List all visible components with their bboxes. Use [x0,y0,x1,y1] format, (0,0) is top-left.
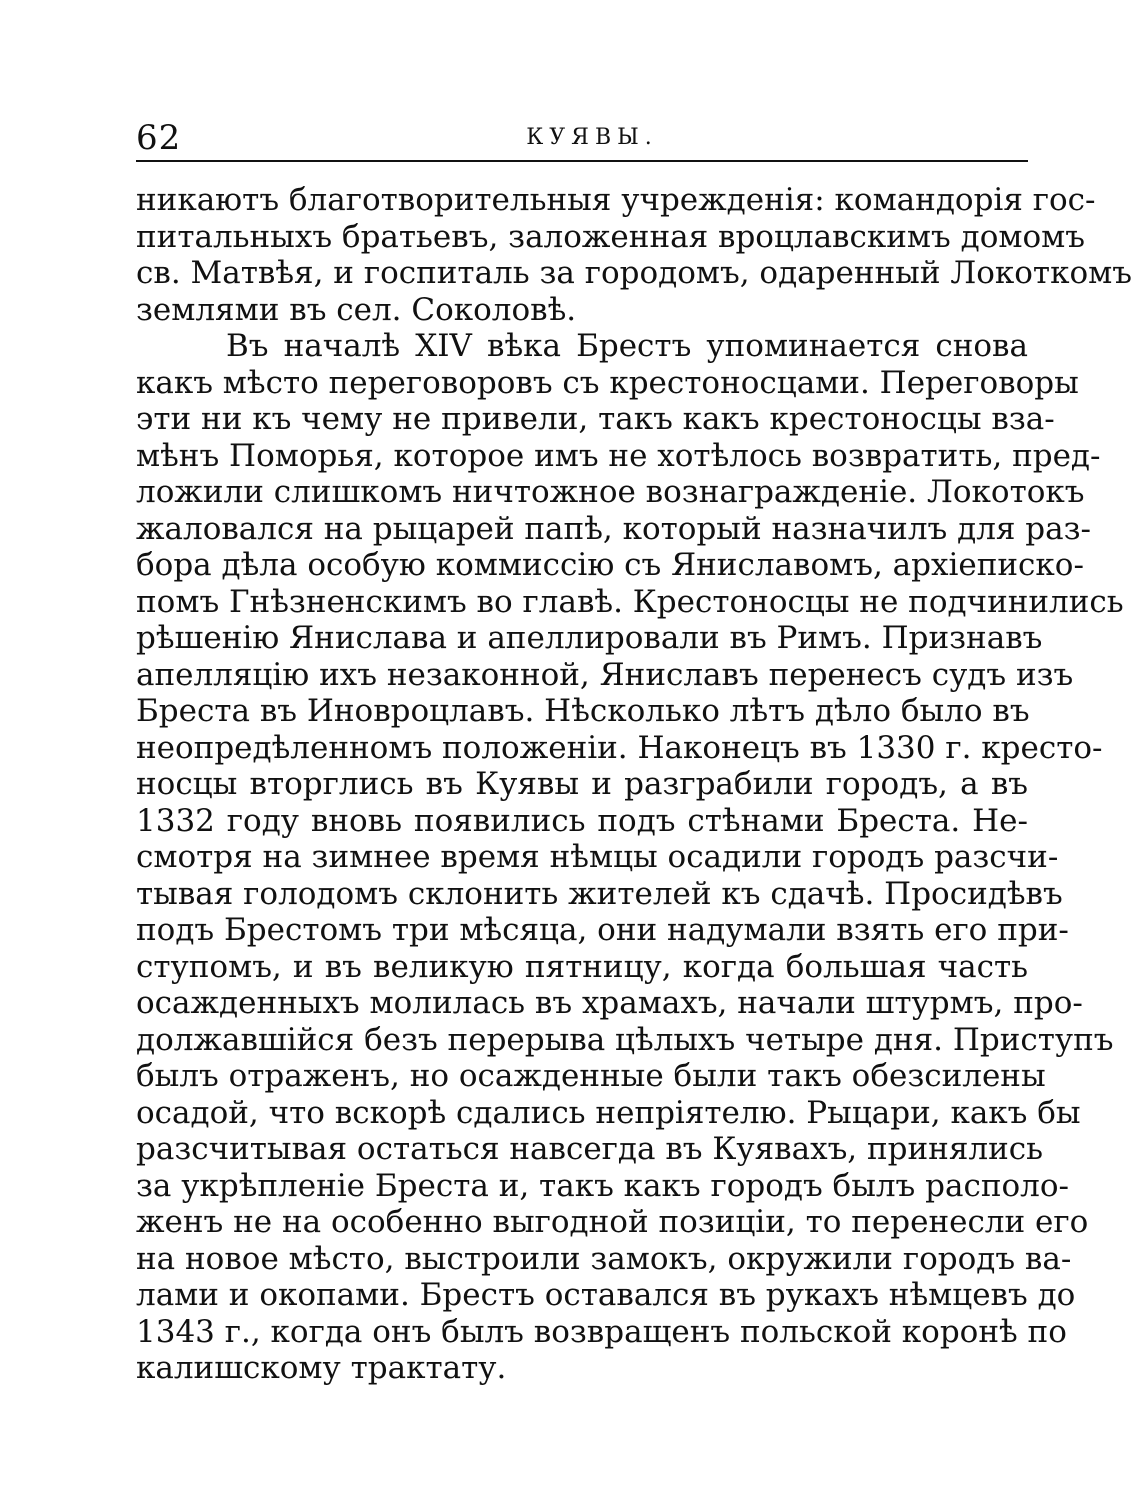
text-line: какъ мѣсто переговоровъ съ крестоносцами. Переговоры [136,364,1079,401]
text-line: Бреста въ Иновроцлавъ. Нѣсколько лѣтъ дѣло было въ [136,693,1030,729]
text-line: 1343 г., когда онъ былъ возвращенъ польской коронѣ по [136,1313,1067,1350]
text-line: апелляцію ихъ незаконной, Яниславъ перенесъ судъ изъ [136,656,1074,693]
header-rule [136,160,1028,162]
text-line: былъ отраженъ, но осажденные были такъ обезсилены [136,1058,1046,1094]
text-line: за укрѣпленіе Бреста и, такъ какъ городъ былъ располо- [136,1167,1069,1204]
text-line: на новое мѣсто, выстроили замокъ, окружили городъ ва- [136,1240,1072,1277]
text-line: должавшійся безъ перерыва цѣлыхъ четыре дня. Приступъ [136,1021,1114,1058]
text-line: ложили слишкомъ ничтожное вознагражденіе. Локотокъ [136,474,1085,510]
text-line: осадой, что вскорѣ сдались непріятелю. Рыцари, какъ бы [136,1094,1081,1131]
text-line: разсчитывая остаться навсегда въ Куявахъ, принялись [136,1131,1043,1167]
text-line: мѣнъ Поморья, которое имъ не хотѣлось возвратить, пред- [136,437,1101,474]
text-line: осажденныхъ молилась въ храмахъ, начали штурмъ, про- [136,985,1083,1021]
text-line: носцы вторглись въ Куявы и разграбили городъ, а въ [136,766,1028,802]
text-line: смотря на зимнее время нѣмцы осадили городъ разсчи- [136,839,1059,875]
body-text [136,182,1132,1387]
text-line: землями въ сел. Соколовѣ. [136,291,577,328]
text-line: неопредѣленномъ положеніи. Наконецъ въ 1330 г. кресто- [136,729,1103,766]
text-line: бора дѣла особую коммиссію съ Яниславомъ, архіеписко- [136,547,1084,583]
text-line: подъ Брестомъ три мѣсяца, они надумали взять его при- [136,912,1069,948]
text-line: эти ни къ чему не привели, такъ какъ крестоносцы вза- [136,401,1055,437]
text-line: рѣшенію Янислава и апеллировали въ Римъ. Признавъ [136,620,1043,656]
page-number: 62 [136,118,182,158]
running-title: КУЯВЫ. [526,125,658,150]
text-line: св. Матвѣя, и госпиталь за городомъ, одаренный Локоткомъ [136,255,1132,291]
text-line: тывая голодомъ склонить жителей къ сдачѣ. Просидѣвъ [136,875,1063,912]
text-line: жаловался на рыцарей папѣ, который назначилъ для раз- [136,510,1092,547]
text-line: 1332 году вновь появились подъ стѣнами Бреста. Не- [136,802,1028,839]
text-line: никаютъ благотворительныя учрежденія: командорія гос- [136,182,1096,218]
text-line: питальныхъ братьевъ, заложенная вроцлавскимъ домомъ [136,218,1085,255]
text-line: ступомъ, и въ великую пятницу, когда большая часть [136,948,1028,985]
running-head [136,118,1028,160]
text-line: помъ Гнѣзненскимъ во главѣ. Крестоносцы не подчинились [136,583,1124,620]
paragraph-first-line: Въ началѣ XIV вѣка Брестъ упоминается снова [226,328,1028,364]
text-line: женъ не на особенно выгодной позиціи, то перенесли его [136,1204,1089,1240]
text-line: калишскому трактату. [136,1350,507,1386]
text-line: лами и окопами. Брестъ оставался въ рукахъ нѣмцевъ до [136,1277,1076,1313]
